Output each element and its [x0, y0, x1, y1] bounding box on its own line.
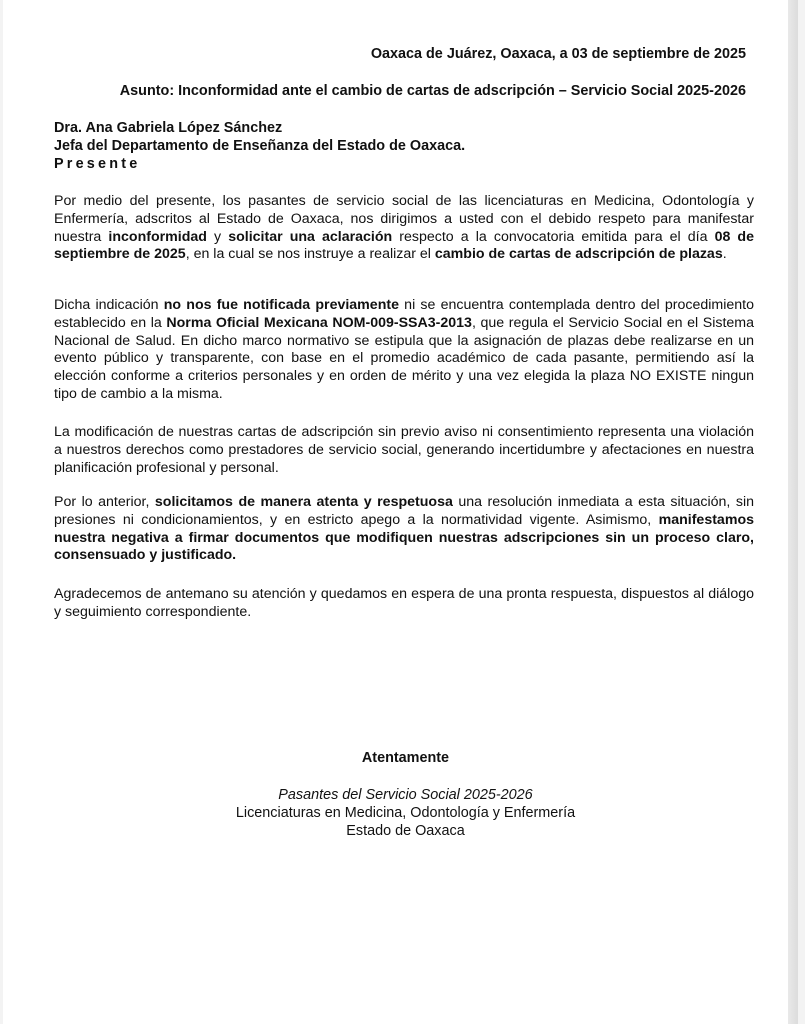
signature-block [3, 786, 805, 840]
paragraph-4 [54, 494, 754, 565]
p1-bold-cambio: cambio de cartas de adscripción de plazas [434, 246, 723, 263]
p2-text-3: , que regula el Servicio Social en el Sistema Nacional de Salud. En dicho marco normativo se estipula que la asignación de plazas debe realizarse en un evento público y transparente, con base en el promedio académico de cada pasante, permitiendo así la elección conforme a criterios personales y en orden de mérito y una vez elegida la plaza NO EXISTE ningun tipo de cambio a la misma. [54, 314, 754, 402]
signature-state: Estado de Oaxaca [346, 823, 465, 839]
closing: Atentamente [361, 750, 450, 766]
p1-bold-date: 08 de septiembre de 2025 [54, 228, 754, 263]
p1-text-4: , en la cual se nos instruye a realizar el [185, 246, 435, 263]
addressee-name: Dra. Ana Gabriela López Sánchez [54, 120, 283, 136]
letter-page [3, 0, 798, 1024]
p2-text-1: Dicha indicación [54, 297, 164, 313]
p1-text-2: y [206, 228, 229, 245]
p1-text-5: . [722, 246, 727, 263]
p2-text-2: ni se encuentra contemplada dentro del procedimiento establecido en la [54, 297, 754, 331]
p2-bold-norma: Norma Oficial Mexicana NOM-009-SSA3-2013 [166, 314, 472, 331]
addressee-position: Jefa del Departamento de Enseñanza del Estado de Oaxaca. [54, 138, 466, 154]
p1-text-3: respecto a la convocatoria emitida para el día [392, 228, 715, 245]
page-edge-shadow [788, 0, 798, 1024]
p1-text-1: Por medio del presente, los pasantes de servicio social de las licenciaturas en Medicina, Odontología y Enfermería, adscritos al Estado de Oaxaca, nos dirigimos a usted con el debido respeto para manifestar nuestra [54, 193, 754, 245]
p4-bold-solicitamos: solicitamos de manera atenta y respetuosa [154, 494, 453, 510]
paragraph-2 [54, 297, 754, 404]
date-line: Oaxaca de Juárez, Oaxaca, a 03 de septiembre de 2025 [370, 46, 746, 62]
paragraph-5: Agradecemos de antemano su atención y quedamos en espera de una pronta respuesta, dispuestos al diálogo y seguimiento correspondiente. [54, 586, 754, 620]
paragraph-3: La modificación de nuestras cartas de adscripción sin previo aviso ni consentimiento representa una violación a nuestros derechos como prestadores de servicio social, generando incertidumbre y afectaciones en nuestra planificación profesional y personal. [54, 424, 754, 476]
p1-bold-inconformidad: inconformidad [108, 228, 207, 245]
signature-group: Pasantes del Servicio Social 2025-2026 [278, 787, 533, 803]
p1-bold-aclaracion: solicitar una aclaración [228, 228, 393, 245]
p4-text-1: Por lo anterior, [54, 494, 155, 510]
p4-bold-negativa: manifestamos nuestra negativa a firmar documentos que modifiquen nuestras adscripciones sin un proceso claro, consensuado y justificado. [54, 511, 754, 564]
paragraph-1 [54, 193, 754, 264]
p2-bold-no-notificada: no nos fue notificada previamente [163, 297, 399, 313]
p4-text-2: una resolución inmediata a esta situación, sin presiones ni condicionamientos, y en estricto apego a la normatividad vigente. Asimismo, [54, 494, 754, 528]
addressee-block [54, 119, 465, 173]
greeting: Presente [54, 156, 141, 172]
signature-programs: Licenciaturas en Medicina, Odontología y Enfermería [235, 805, 576, 821]
subject-line: Asunto: Inconformidad ante el cambio de cartas de adscripción – Servicio Social 2025-2026 [119, 83, 746, 99]
